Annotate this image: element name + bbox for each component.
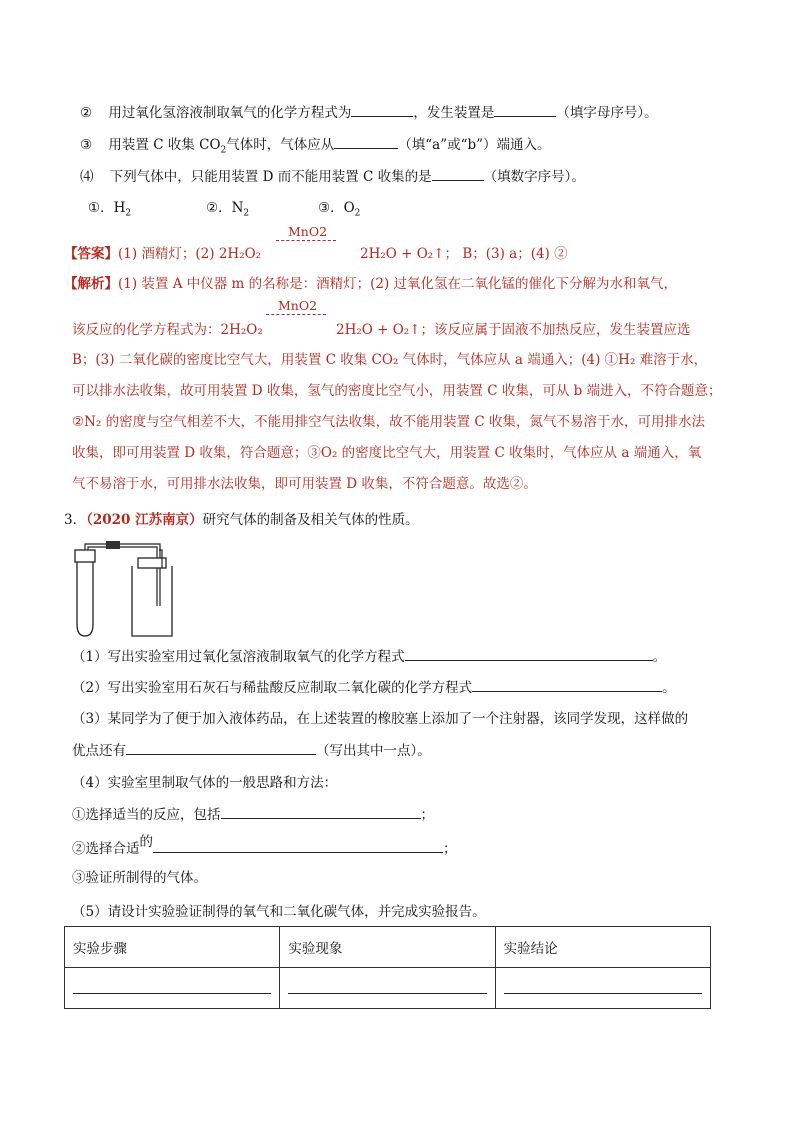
item-text: （填“a”或“b”）端通入。 [398,137,551,153]
report-table [64,926,711,1009]
answer-blank[interactable] [334,134,398,149]
test-tube [77,552,93,636]
answer-blank[interactable] [221,804,421,819]
analysis-text: (1) 装置 A 中仪器 m 的名称是：酒精灯；(2) 过氧化氢在二氧化锰的催化下分解为水和氧气， [118,276,678,292]
option-n2: ②．$N_2$ [206,200,250,219]
analysis-line-3: B；(3) 二氧化碳的密度比空气大，用装置 C 收集 CO₂ 气体时，气体应从 a 端通入；(4) ①H₂ 难溶于水， [72,352,708,368]
question-number: 3． [64,512,87,528]
analysis-catalyst: MnO2 [278,298,318,313]
item-text: 下列气体中，只能用装置 D 而不能用装置 C 收集的是 [109,169,432,185]
answer-line [504,993,702,994]
table-row [65,968,711,1009]
cell-conclusion[interactable] [495,968,710,1009]
q3-sub-4a [72,804,434,825]
equation-arrow [276,240,336,245]
q3-sub-5: （5）请设计实验验证制得的氧气和二氧化碳气体，并完成实验报告。 [72,904,486,920]
answer-tag: 【答案】 [64,246,118,262]
item-number: ③ [80,137,93,153]
analysis-tag: 【解析】 [64,276,118,292]
item-text: 气体时，气体应从 [226,137,335,153]
q3-sub-3-cont [72,740,431,761]
header-phenomena: 实验现象 [280,927,495,968]
answer-line [64,244,261,264]
punct: ； [443,841,457,857]
item-number: ② [80,105,93,121]
apparatus-diagram [66,536,176,640]
delivery-tube [85,544,160,606]
header-conclusion: 实验结论 [495,927,710,968]
analysis-line-6: 收集，即可用装置 D 收集，符合题意；③O₂ 的密度比空气大，用装置 C 收集时，气体应从 a 端通入，氧 [72,445,702,461]
question-3-stem [64,510,419,530]
question-text: （写出其中一点）。 [316,743,431,759]
equation-arrow [266,314,326,319]
item-text: ，发生装置是 [413,105,495,121]
answer-blank[interactable] [494,102,556,117]
q3-sub-1 [72,646,666,667]
punct: 。 [652,649,667,665]
question-item-4 [80,166,585,187]
analysis-line-2b: 2H₂O + O₂↑；该反应属于固液不加热反应，发生装置应选 [336,322,691,338]
question-source: （2020 江苏南京） [86,512,203,528]
punct: 。 [662,680,676,696]
stopper [75,550,95,562]
question-text: ②选择合适 [72,841,140,857]
answer-blank[interactable] [432,166,484,181]
answer-blank[interactable] [351,102,413,117]
item-text: 用过氧化氢溶液制取氧气的化学方程式为 [108,105,352,121]
question-stem: 研究气体的制备及相关气体的性质。 [202,512,419,528]
answer-blank[interactable] [472,677,662,692]
analysis-line-4: 可以排水法收集，故可用装置 D 收集，氢气的密度比空气小，用装置 C 收集，可从 b 端进入，不符合题意； [72,383,722,399]
cell-steps[interactable] [65,968,280,1009]
q3-sub-2 [72,677,676,698]
question-item-2 [80,102,658,123]
rubber-tube [106,541,120,549]
question-text: （2）写出实验室用石灰石与稀盐酸反应制取二氧化碳的化学方程式 [72,680,473,696]
delivery-tube-inner [88,547,157,606]
table-header-row [65,927,711,968]
question-text: ①选择适当的反应，包括 [72,807,221,823]
item-text: 用装置 C 收集 CO [108,137,221,153]
answer-catalyst: MnO2 [288,224,328,239]
answer-blank[interactable] [153,838,443,853]
header-steps: 实验步骤 [65,927,280,968]
option-h2: ①．$H_2$ [88,200,132,219]
answer-blank[interactable] [405,646,653,661]
question-text: （1）写出实验室用过氧化氢溶液制取氧气的化学方程式 [72,649,405,665]
answer-blank[interactable] [126,740,316,755]
item-text: （填数字序号）。 [483,169,585,185]
q3-sub-3: （3）某同学为了便于加入液体药品，在上述装置的橡胶塞上添加了一个注射器，该同学发现，这样做的 [72,711,689,727]
option-o2: ③．$O_2$ [318,200,361,219]
item-text: （填字母序号）。 [556,105,658,121]
answer-line [288,993,486,994]
item-number: ⑷ [80,169,94,185]
q3-sub-4c: ③验证所制得的气体。 [72,870,207,886]
answer-line [73,993,271,994]
punct: ； [420,807,434,823]
subscript: 2 [220,145,227,156]
q3-sub-4: （4）实验室里制取气体的一般思路和方法： [72,775,338,791]
gas-bottle [132,566,172,636]
answer-line-tail: 2H₂O + O₂↑； B；(3) a；(4) ② [360,246,568,262]
question-text: 的 [139,834,153,850]
q3-sub-4b [72,834,457,859]
answer-text: (1) 酒精灯；(2) 2H₂O₂ [118,246,262,262]
analysis-line-1 [64,274,677,294]
question-text: 优点还有 [72,743,126,759]
analysis-line-2a: 该反应的化学方程式为：2H₂O₂ [72,322,263,338]
analysis-line-7: 气不易溶于水，可用排水法收集，即可用装置 D 收集，不符合题意。故选②。 [72,476,537,492]
cell-phenomena[interactable] [280,968,495,1009]
question-item-3 [80,134,551,161]
analysis-line-5: ②N₂ 的密度与空气相差不大，不能用排空气法收集，故不能用装置 C 收集，氮气不易溶于水，可用排水法 [72,414,706,430]
